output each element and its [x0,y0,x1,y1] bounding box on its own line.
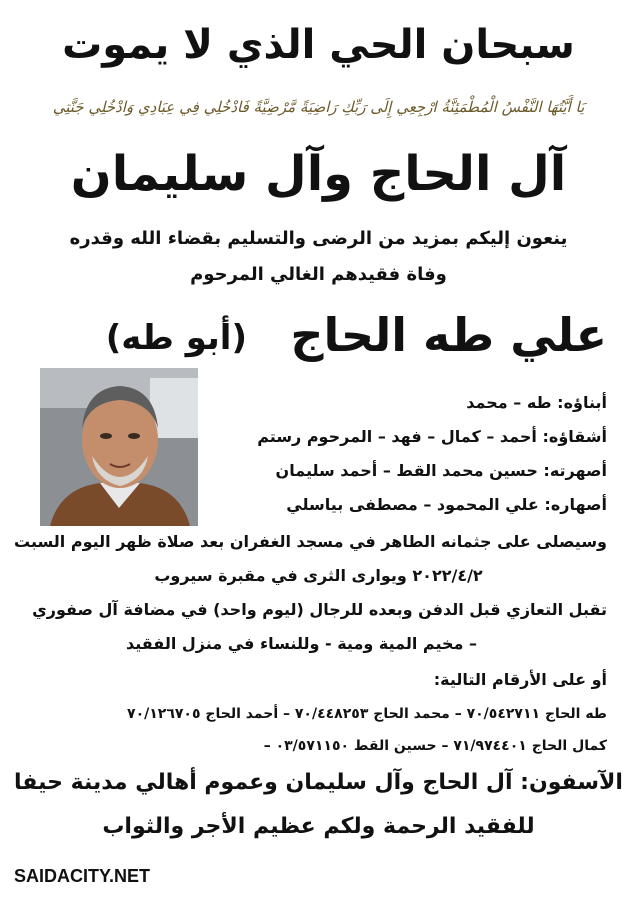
condolence-line-2: – مخيم المية ومية - وللنساء في منزل الفقيد [126,634,477,653]
deceased-photo [40,368,198,526]
announcement-line-1: ينعون إليكم بمزيد من الرضى والتسليم بقضاء الله وقدره [69,228,568,249]
closing-prayer: للفقيد الرحمة ولكم عظيم الأجر والثواب [102,814,535,839]
brothers-line: أشقاؤه: أحمد – كمال – فهد – المرحوم رستم [257,427,607,446]
mourners-line: الآسفون: آل الحاج وآل سليمان وعموم أهالي مدينة حيفا [14,770,623,795]
site-watermark: SAIDACITY.NET [14,866,151,886]
phone-numbers-line-2: كمال الحاج ٧١/٩٧٤٤٠١ – حسين القط ٠٣/٥٧١١٥٠ – [263,738,607,754]
sons-line: أبناؤه: طه – محمد [466,393,607,412]
deceased-nickname: (أبو طه) [105,318,247,358]
family-name: آل الحاج وآل سليمان [70,146,567,202]
announcement-line-2: وفاة فقيدهم الغالي المرحوم [190,264,447,285]
condolence-line-1: تقبل التعازي قبل الدفن وبعده للرجال (ليوم واحد) في مضافة آل صفوري [32,600,607,619]
deceased-name: علي طه الحاج [290,308,607,362]
page-title: سبحان الحي الذي لا يموت [62,22,575,68]
prayer-line: وسيصلى على جثمانه الطاهر في مسجد الغفران بعد صلاة ظهر اليوم السبت [14,532,607,551]
phone-numbers-line-1: طه الحاج ٧٠/٥٤٢٧١١ – محمد الحاج ٧٠/٤٤٨٢٥٣ – أحمد الحاج ٧٠/١٢٦٧٠٥ [127,706,607,722]
phones-intro: أو على الأرقام التالية: [433,670,607,689]
portrait-image [40,368,198,526]
quran-verse: يَا أَيَّتُهَا النَّفْسُ الْمُطْمَئِنَّةُ ارْجِعِي إِلَى رَبِّكِ رَاضِيَةً مَّرْضِيَّةً فَادْخُلِي فِي عِبَادِي وَادْخُلِي جَنَّتِي [52,98,585,116]
burial-line: ٢٠٢٢/٤/٢ ويوارى الثرى في مقبرة سيروب [154,566,483,585]
in-laws-line: أصهرته: حسين محمد القط – أحمد سليمان [275,461,607,480]
sons-in-law-line: أصهاره: علي المحمود – مصطفى بياسلي [286,495,607,514]
